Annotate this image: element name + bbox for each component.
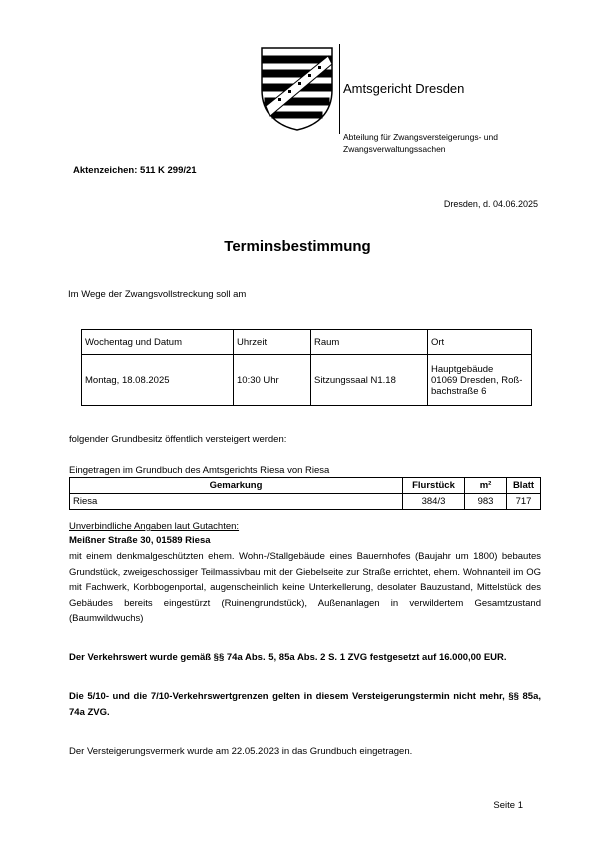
table-header-row	[82, 330, 532, 355]
document-date: Dresden, d. 04.06.2025	[443, 199, 538, 209]
cell-gemarkung: Riesa	[70, 494, 403, 510]
coat-of-arms-icon	[256, 44, 338, 132]
cell-time: 10:30 Uhr	[234, 355, 311, 406]
land-register-table	[69, 477, 541, 510]
table-row	[70, 494, 541, 510]
value-limits-text: Die 5/10- und die 7/10-Verkehrswertgrenzen gelten in diesem Versteigerungstermin nicht mehr, §§ 85a, 74a ZVG.	[69, 691, 541, 718]
auction-note: Der Versteigerungsvermerk wurde am 22.05.2023 in das Grundbuch eingetragen.	[69, 746, 413, 757]
cell-blatt: 717	[507, 494, 541, 510]
appraisal-address: Meißner Straße 30, 01589 Riesa	[69, 535, 211, 546]
document-title: Terminsbestimmung	[224, 238, 371, 255]
table-row	[82, 355, 532, 406]
column-header: Blatt	[507, 478, 541, 494]
cell-area: 983	[465, 494, 507, 510]
department-line: Abteilung für Zwangsversteigerungs- und	[343, 132, 498, 142]
case-number: Aktenzeichen: 511 K 299/21	[73, 165, 197, 176]
appraisal-description: mit einem denkmalgeschützten ehem. Wohn-/Stallgebäude eines Bauernhofes (Baujahr um 1800) bebautes Grundstück, zweigeschossiger Teilmassivbau mit der Giebelseite zur Straße errichtet, ehem. Wohnanteil im OG mit Fachwerk, Korbbogenportal, augenscheinlich keine Unterkellerung, desolater Bauzustand, Mittelstück des Gebäudes bereits eingestürzt (Ruinengrundstück), Außenanlagen in verwildertem Gesamtzustand (Baumwildwuchs)	[69, 551, 541, 624]
property-text: folgender Grundbesitz öffentlich versteigert werden:	[69, 434, 287, 445]
land-register-title: Eingetragen im Grundbuch des Amtsgerichts Riesa von Riesa	[69, 465, 330, 476]
column-header: Wochentag und Datum	[82, 330, 234, 355]
cell-location	[428, 355, 532, 406]
department	[343, 131, 543, 155]
page-number: Seite 1	[493, 800, 523, 811]
header-divider	[339, 44, 340, 134]
location-line: 01069 Dresden, Roß-	[431, 374, 523, 386]
column-header: Raum	[311, 330, 428, 355]
column-header: m²	[465, 478, 507, 494]
column-header: Gemarkung	[70, 478, 403, 494]
cell-flurstueck: 384/3	[403, 494, 465, 510]
market-value-text: Der Verkehrswert wurde gemäß §§ 74a Abs. 5, 85a Abs. 2 S. 1 ZVG festgesetzt auf 16.000,00 EUR.	[69, 652, 507, 663]
column-header: Flurstück	[403, 478, 465, 494]
location-line: Hauptgebäude	[431, 363, 494, 375]
cell-date: Montag, 18.08.2025	[82, 355, 234, 406]
appraisal-heading: Unverbindliche Angaben laut Gutachten:	[69, 521, 240, 532]
cell-room: Sitzungssaal N1.18	[311, 355, 428, 406]
intro-text: Im Wege der Zwangsvollstreckung soll am	[68, 289, 247, 300]
appointment-table	[81, 329, 532, 406]
column-header: Uhrzeit	[234, 330, 311, 355]
department-line: Zwangsverwaltungssachen	[343, 144, 446, 154]
column-header: Ort	[428, 330, 532, 355]
location-line: bachstraße 6	[431, 385, 487, 397]
table-header-row	[70, 478, 541, 494]
court-name: Amtsgericht Dresden	[343, 81, 465, 96]
